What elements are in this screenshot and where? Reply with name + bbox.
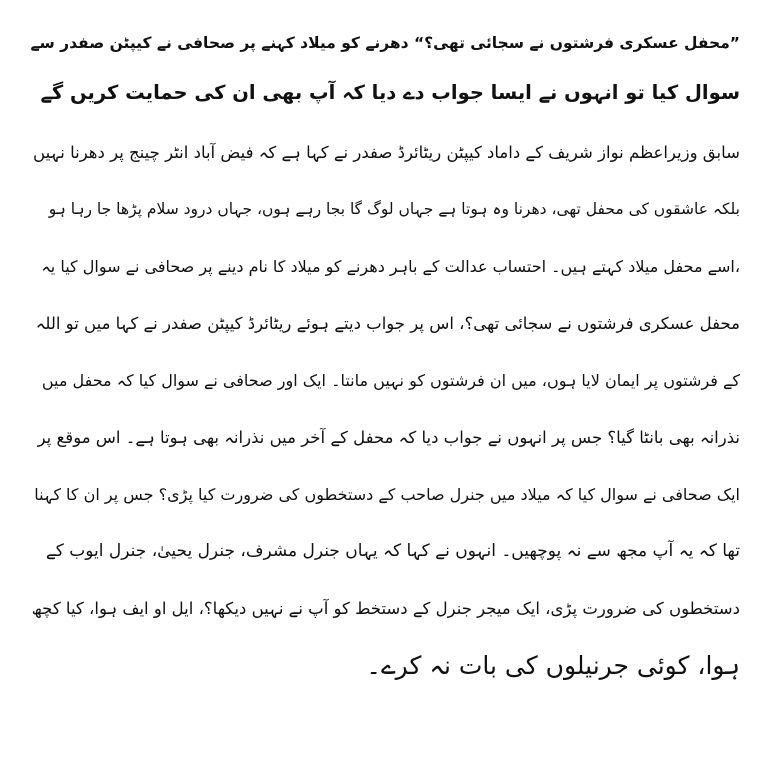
article [28, 18, 740, 694]
headline-line-1: ”محفل عسکری فرشتوں نے سجائی تھی؟“ دھرنے کو میلاد کہنے پر صحافی نے کیپٹن صفدر سے [30, 34, 740, 52]
headline-line-2: سوال کیا تو انہوں نے ایسا جواب دے دیا کہ آپ بھی ان کی حمایت کریں گے [40, 81, 740, 104]
body-line-8: تھا کہ یہ آپ مجھ سے نہ پوچھیں۔ انہوں نے کہا کہ یہاں جنرل مشرف، جنرل یحییٰ، جنرل ایوب کے [45, 541, 740, 561]
body-line-7: ایک صحافی نے سوال کیا کہ میلاد میں جنرل صاحب کے دستخطوں کی ضرورت کیا پڑی؟ جس پر ان کا کہنا [34, 485, 740, 504]
body-line-4: محفل عسکری فرشتوں نے سجائی تھی؟، اس پر جواب دیتے ہوئے ریٹائرڈ کیپٹن صفدر نے کہا میں تو اللہ [35, 314, 740, 333]
body-line-5: کے فرشتوں پر ایمان لایا ہوں، میں ان فرشتوں کو نہیں مانتا۔ ایک اور صحافی نے سوال کیا کہ محفل میں [41, 371, 740, 390]
body-line-10: ہوا، کوئی جرنیلوں کی بات نہ کرے۔ [366, 651, 740, 680]
body-line-9: دستخطوں کی ضرورت پڑی، ایک میجر جنرل کے دستخط کو آپ نے نہیں دیکھا؟، ایل او ایف ہوا، کیا کچھ [31, 599, 740, 618]
body-line-1: سابق وزیراعظم نواز شریف کے داماد کیپٹن ریٹائرڈ صفدر نے کہا ہے کہ فیض آباد انٹر چینج پر دھرنا نہیں [33, 143, 740, 162]
headline [28, 18, 740, 118]
body-line-6: نذرانہ بھی بانٹا گیا؟ جس پر انہوں نے جواب دیا کہ محفل کے آخر میں نذرانہ بھی ہوتا ہے۔ اس موقع پر [37, 428, 740, 447]
article-body [28, 124, 740, 694]
body-line-2: بلکہ عاشقوں کی محفل تھی، دھرنا وہ ہوتا ہے جہاں لوگ گا بجا رہے ہوں، جہاں درود سلام پڑھا جا رہا ہو [48, 200, 740, 218]
body-line-3: ،اسے محفل میلاد کہتے ہیں۔ احتساب عدالت کے باہر دھرنے کو میلاد کا نام دینے پر صحافی نے سوال کیا یہ [41, 257, 740, 276]
